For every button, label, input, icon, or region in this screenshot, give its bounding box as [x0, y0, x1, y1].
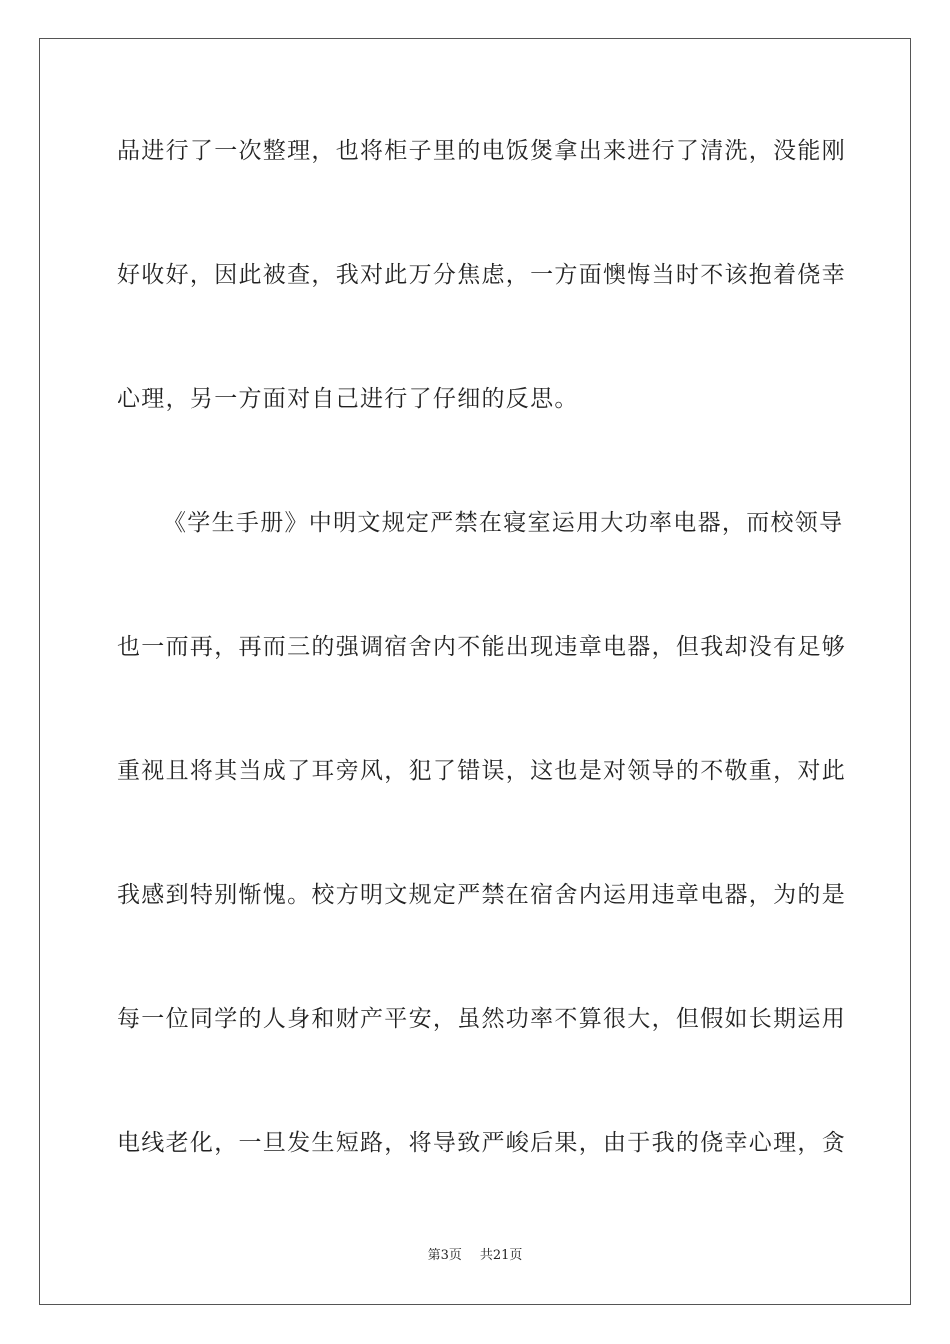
page-number: 第3页 [427, 1248, 462, 1263]
text-line-7: 我感到特别惭愧。校方明文规定严禁在宿舍内运用违章电器，为的是 [117, 882, 846, 908]
text-line-1: 品进行了一次整理，也将柜子里的电饭煲拿出来进行了清洗，没能刚 [117, 138, 846, 164]
text-line-2: 好收好，因此被查，我对此万分焦虑，一方面懊悔当时不该抱着侥幸 [117, 262, 846, 288]
text-line-8: 每一位同学的人身和财产平安，虽然功率不算很大，但假如长期运用 [117, 1006, 846, 1032]
text-line-4-paragraph-start: 《学生手册》中明文规定严禁在寝室运用大功率电器，而校领导 [163, 510, 844, 536]
page-total: 共21页 [479, 1248, 523, 1263]
page-border [39, 38, 911, 1305]
text-line-9: 电线老化，一旦发生短路，将导致严峻后果，由于我的侥幸心理，贪 [117, 1130, 846, 1156]
page-footer [0, 1247, 950, 1265]
text-line-3: 心理，另一方面对自己进行了仔细的反思。 [117, 386, 579, 412]
text-line-6: 重视且将其当成了耳旁风，犯了错误，这也是对领导的不敬重，对此 [117, 758, 846, 784]
text-line-5: 也一而再，再而三的强调宿舍内不能出现违章电器，但我却没有足够 [117, 634, 846, 660]
